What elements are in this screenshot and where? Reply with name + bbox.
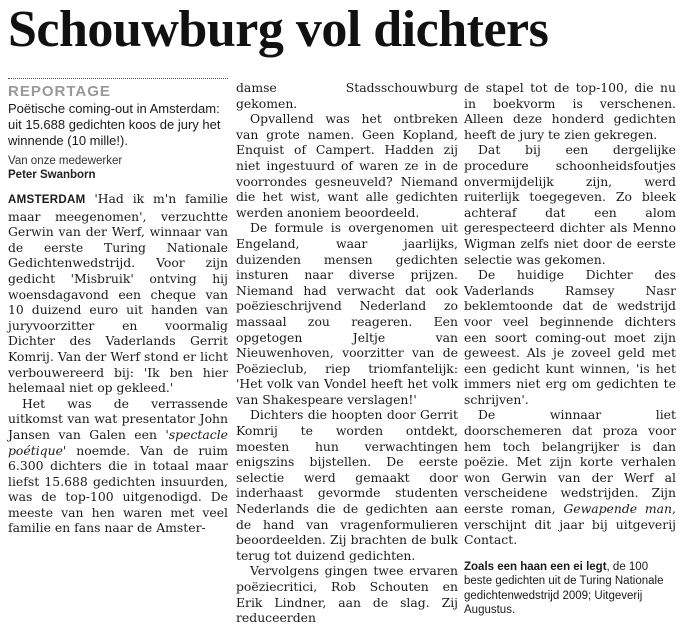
emphasis-text: 'spectacle poétique' [8,426,228,458]
paragraph-text: noemde. Van de ruim 6.300 dichters die in totaal maar liefst 15.688 gedichten insuurden, was de top-100 uitgenodigd. De meeste van hen waren met veel familie en fans naar de Amster- [8,442,228,536]
paragraph: damse Stadsschouwburg gekomen. [236,80,458,111]
kicker-label: REPORTAGE [8,83,111,100]
article-column-3 [464,80,676,617]
paragraph [8,191,228,396]
paragraph-text: Het was de verrassende uitkomst van wat presentator John Jansen van Galen een [8,395,228,442]
paragraph: Dat bij een dergelijke procedure schoonheidsfoutjes onvermijdelijk zijn, werd ruiterlijk toegegeven. Zo bleek achteraf dat een alom gerespecteerd dichter als Menno Wigman zelfs niet door de eerste selectie was gekomen. [464,142,676,267]
paragraph: Dichters die hoopten door Gerrit Komrij te worden ontdekt, moesten hun verwachtingen enigszins bijstellen. De eerste selectie werd gemaakt door inderhaast gevormde studenten Nederlands die de gedichten aan de hand van vragenformulieren beoordeelden. Zij brachten de bulk terug tot duizend gedichten. [236,407,458,563]
paragraph-text: 'Had ik m'n familie maar meegenomen', verzuchtte Gerwin van der Werf, winnaar van de eerste Turing Nationale Gedichtenwedstrijd. Voor zijn gedicht 'Misbruik' ontving hij woensdagavond een cheque van 10 duizend euro uit handen van juryvoorzitter en voormalig Dichter des Vaderlands Gerrit Komrij. Van der Werf stond er licht verbouwereerd bij: 'Ik ben hier helemaal niet op gekleed.' [8,191,228,396]
paragraph [464,407,676,547]
paragraph: Opvallend was het ontbreken van grote namen. Geen Kopland, Enquist of Campert. Hadden zij niet ingestuurd of waren ze in de voorrondes gesneuveld? Niemand die het wist, want alle gedichten werden anoniem beoordeeld. [236,111,458,220]
article-column-1 [8,78,228,536]
caption-text: , de 100 beste gedichten uit de Turing Nationale gedichtenwedstrijd 2009; Uitgeverij Augustus. [464,560,664,617]
caption-title: Zoals een haan een ei legt [464,560,607,573]
dateline: AMSTERDAM [8,194,86,206]
paragraph [8,396,228,536]
dotted-rule [8,78,228,79]
paragraph: Vervolgens gingen twee ervaren poëziecritici, Rob Schouten en Erik Lindner, aan de slag. Zij reduceerden [236,563,458,626]
paragraph: De formule is overgenomen uit Engeland, waar jaarlijks, duizenden mensen gedichten insturen naar diverse prijzen. Niemand had verwacht dat ook poëzieschrijvend Nederland zo massaal zou reageren. Een opgetogen Jeltje van Nieuwenhoven, voorzitter van de Poëzieclub, riep triomfantelijk: 'Het volk van Vondel heeft het volk van Shakespeare verslagen!' [236,220,458,407]
article-column-2 [236,80,458,626]
paragraph: de stapel tot de top-100, die nu in boekvorm is verschenen. Alleen deze honderd gedichten heeft de jury te zien gekregen. [464,80,676,142]
paragraph-text: De winnaar liet doorschemeren dat proza voor hem toch belangrijker is dan poëzie. Met zijn korte verhalen won Gerwin van der Werf al verscheidene wedstrijden. Zijn eerste roman, [464,407,676,517]
book-caption [464,560,676,618]
paragraph-text: , verschijnt dit jaar bij uitgeverij Contact. [464,501,676,548]
headline: Schouwburg vol dichters [8,1,549,58]
byline-author: Peter Swanborn [8,169,96,181]
byline-prefix: Van onze medewerker [8,155,123,167]
paragraph: De huidige Dichter des Vaderlands Ramsey Nasr beklemtoonde dat de wedstrijd voor veel beginnende dichters een soort coming-out moet zijn geweest. Als je zoveel geld met een gedicht kunt winnen, 'is het immers niet erg om gedichten te schrijven'. [464,267,676,407]
intro-text: Poëtische coming-out in Amsterdam: uit 15.688 gedichten koos de jury het winnende (10 mille!). [8,101,221,148]
emphasis-text: Gewapende man [563,501,673,517]
